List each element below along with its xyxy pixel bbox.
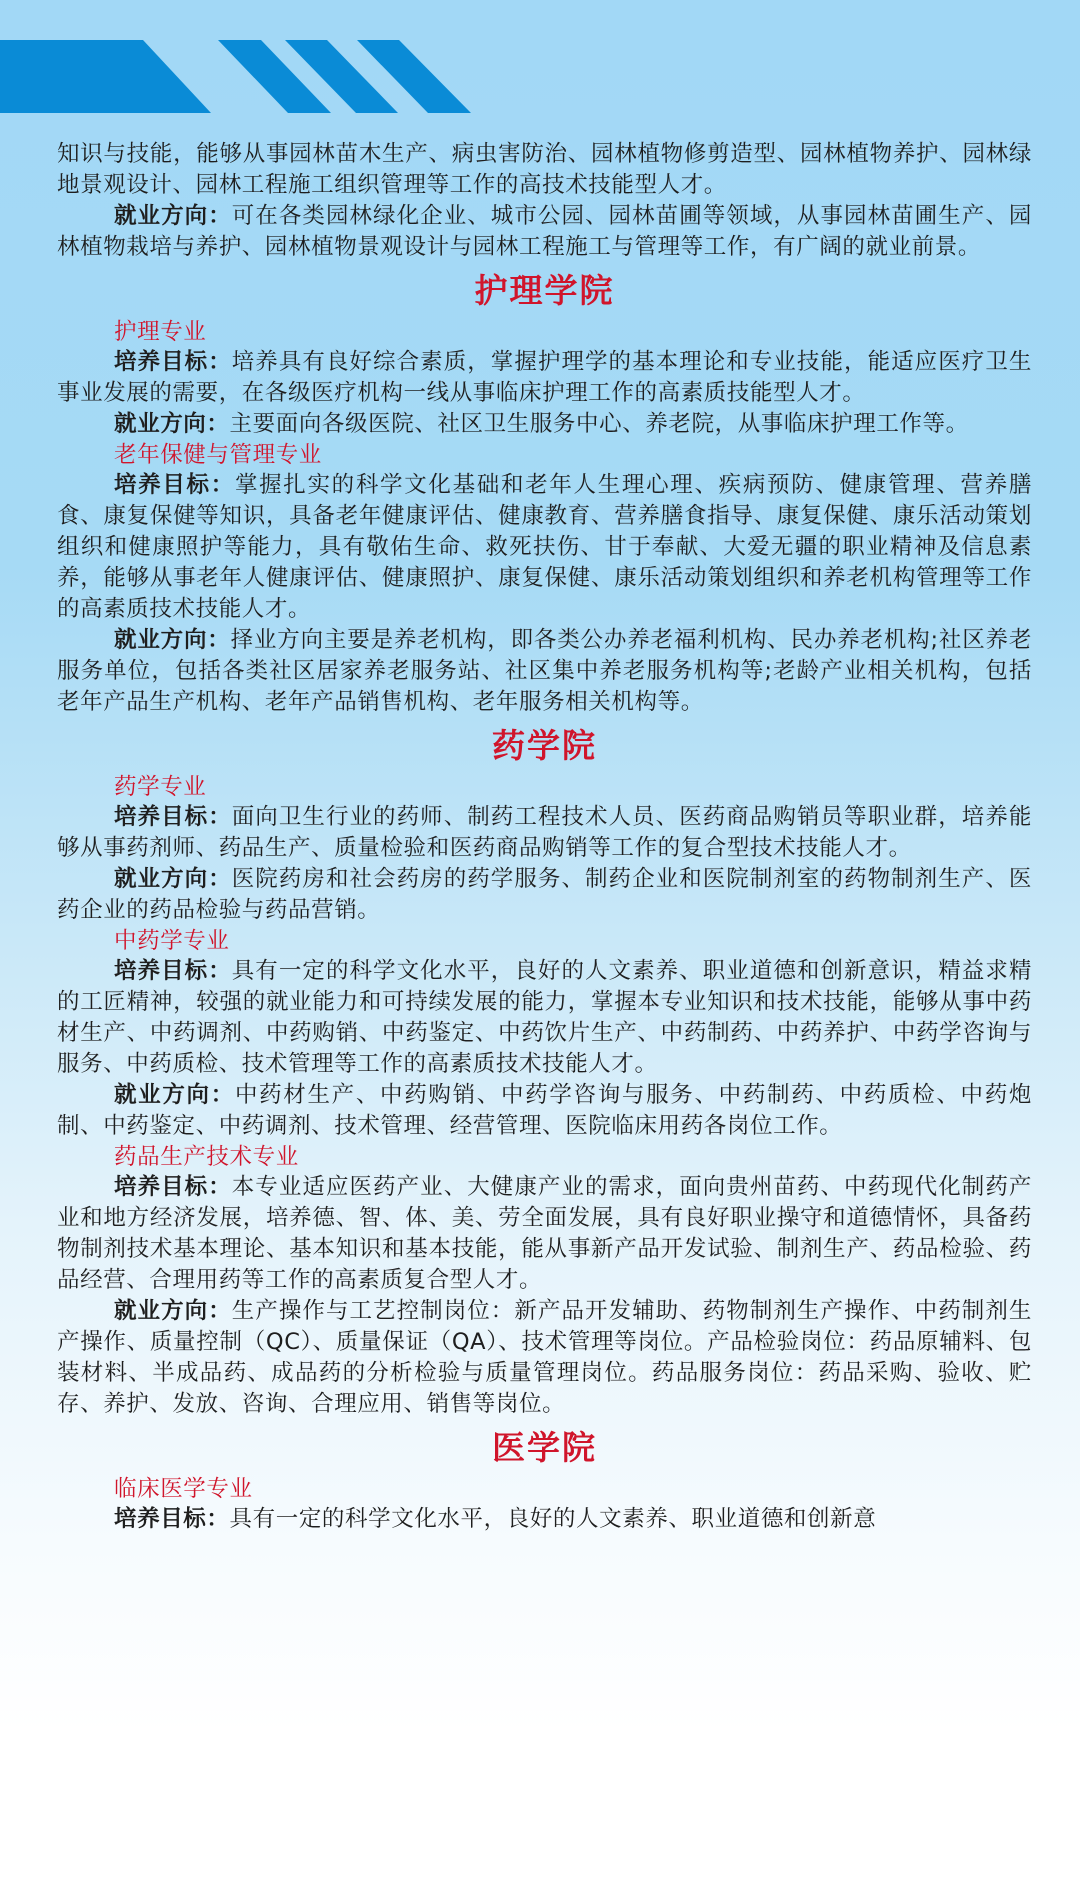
major-employment — [57, 1080, 1032, 1142]
major-title: 药学专业 — [114, 774, 207, 800]
college-heading-nursing: 护理学院 — [474, 271, 615, 310]
major-title: 临床医学专业 — [114, 1476, 253, 1502]
goal-text: 具有一定的科学文化水平，良好的人文素养、职业道德和创新意 — [229, 1506, 877, 1532]
employment-label: 就业方向： — [114, 866, 232, 892]
major-title: 药品生产技术专业 — [114, 1144, 299, 1170]
employment-label: 就业方向： — [114, 1298, 232, 1324]
college-heading-pharmacy: 药学院 — [492, 726, 597, 765]
employment-text: 可在各类园林绿化企业、城市公园、园林苗圃等领域，从事园林苗圃生产、园林植物栽培与养护、园林植物景观设计与园林工程施工与管理等工作，有广阔的就业前景。 — [57, 203, 1032, 260]
banner-block — [0, 40, 211, 113]
intro-continuation: 知识与技能，能够从事园林苗木生产、病虫害防治、园林植物修剪造型、园林植物养护、园林绿地景观设计、园林工程施工组织管理等工作的高技术技能型人才。 — [57, 141, 1032, 198]
major-title: 中药学专业 — [114, 928, 230, 954]
intro-employment — [57, 201, 1032, 263]
major-goal — [57, 802, 1032, 864]
goal-text: 培养具有良好综合素质，掌握护理学的基本理论和专业技能，能适应医疗卫生事业发展的需要，在各级医疗机构一线从事临床护理工作的高素质技能型人才。 — [57, 349, 1032, 406]
goal-label: 培养目标： — [114, 958, 232, 984]
major-goal — [57, 347, 1032, 409]
goal-text: 掌握扎实的科学文化基础和老年人生理心理、疾病预防、健康管理、营养膳食、康复保健等知识，具备老年健康评估、健康教育、营养膳食指导、康复保健、康乐活动策划组织和健康照护等能力，具有敬佑生命、救死扶伤、甘于奉献、大爱无疆的职业精神及信息素养，能够从事老年人健康评估、健康照护、康复保健、康乐活动策划组织和养老机构管理等工作的高素质技术技能人才。 — [57, 472, 1032, 622]
goal-label: 培养目标： — [114, 472, 235, 498]
employment-text: 生产操作与工艺控制岗位：新产品开发辅助、药物制剂生产操作、中药制剂生产操作、质量控制（QC）、质量保证（QA）、技术管理等岗位。产品检验岗位：药品原辅料、包装材料、半成品药、成品药的分析检验与质量管理岗位。药品服务岗位：药品采购、验收、贮存、养护、发放、咨询、合理应用、销售等岗位。 — [57, 1298, 1032, 1417]
goal-label: 培养目标： — [114, 1174, 232, 1200]
major-goal — [57, 1504, 1032, 1535]
major-goal — [57, 1172, 1032, 1296]
major-employment — [57, 1296, 1032, 1420]
employment-label: 就业方向： — [114, 1082, 235, 1108]
major-title: 护理专业 — [114, 319, 207, 345]
major-goal — [57, 470, 1032, 625]
employment-label: 就业方向： — [114, 411, 230, 437]
employment-text: 医院药房和社会药房的药学服务、制药企业和医院制剂室的药物制剂生产、医药企业的药品检验与药品营销。 — [57, 866, 1032, 923]
header-banner-stripes — [0, 0, 1080, 130]
employment-label: 就业方向： — [114, 203, 232, 229]
major-goal — [57, 956, 1032, 1080]
employment-text: 主要面向各级医院、社区卫生服务中心、养老院，从事临床护理工作等。 — [229, 411, 969, 437]
college-heading-medicine: 医学院 — [492, 1428, 597, 1467]
goal-text: 本专业适应医药产业、大健康产业的需求，面向贵州苗药、中药现代化制药产业和地方经济发展，培养德、智、体、美、劳全面发展，具有良好职业操守和道德情怀，具备药物制剂技术基本理论、基本知识和基本技能，能从事新产品开发试验、制剂生产、药品检验、药品经营、合理用药等工作的高素质复合型人才。 — [57, 1174, 1032, 1293]
document-body — [57, 139, 1032, 1535]
major-employment — [57, 864, 1032, 926]
goal-label: 培养目标： — [114, 349, 232, 375]
goal-text: 面向卫生行业的药师、制药工程技术人员、医药商品购销员等职业群，培养能够从事药剂师、药品生产、质量检验和医药商品购销等工作的复合型技术技能人才。 — [57, 804, 1032, 861]
goal-text: 具有一定的科学文化水平，良好的人文素养、职业道德和创新意识，精益求精的工匠精神，较强的就业能力和可持续发展的能力，掌握本专业知识和技术技能，能够从事中药材生产、中药调剂、中药购销、中药鉴定、中药饮片生产、中药制药、中药养护、中药学咨询与服务、中药质检、技术管理等工作的高素质技术技能人才。 — [57, 958, 1032, 1077]
major-employment — [57, 625, 1032, 718]
major-title: 老年保健与管理专业 — [114, 442, 322, 468]
major-employment — [57, 409, 1032, 440]
employment-label: 就业方向： — [114, 627, 231, 653]
goal-label: 培养目标： — [114, 1506, 230, 1532]
employment-text: 中药材生产、中药购销、中药学咨询与服务、中药制药、中药质检、中药炮制、中药鉴定、中药调剂、技术管理、经营管理、医院临床用药各岗位工作。 — [57, 1082, 1032, 1139]
goal-label: 培养目标： — [114, 804, 232, 830]
employment-text: 择业方向主要是养老机构，即各类公办养老福利机构、民办养老机构;社区养老服务单位，包括各类社区居家养老服务站、社区集中养老服务机构等;老龄产业相关机构，包括老年产品生产机构、老年产品销售机构、老年服务相关机构等。 — [57, 627, 1032, 715]
